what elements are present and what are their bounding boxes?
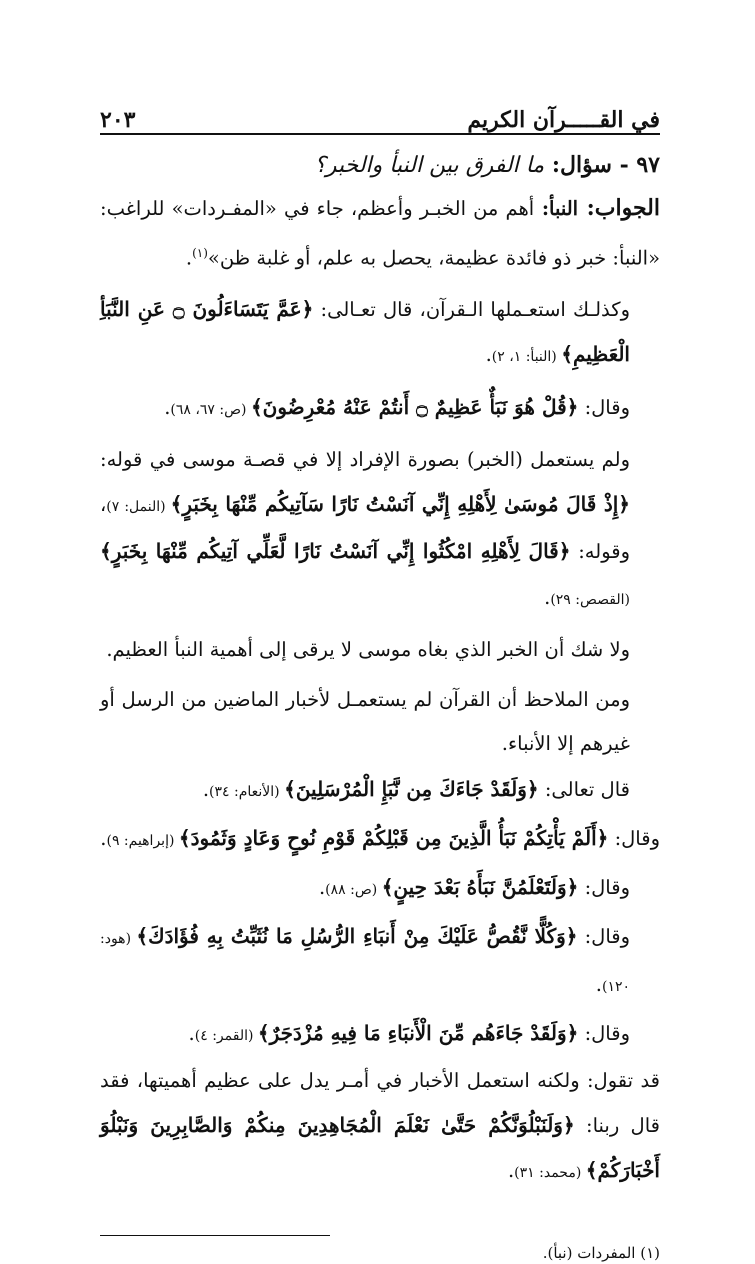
verse-ref: (هود: ١٢٠): [100, 930, 630, 995]
answer-term: النبأ:: [534, 197, 579, 220]
verse-end: .: [318, 875, 326, 899]
verse-end: .: [188, 1021, 195, 1045]
musa-text-1: ولم يستعمل (الخبر) بصورة الإفراد إلا في قصـة موسى في قوله:: [100, 447, 630, 471]
doubt-paragraph: ولا شك أن الخبر الذي بغاه موسى لا يرقى إلى أهمية النبأ العظيم.: [106, 637, 630, 661]
page-number: ٢٠٣: [100, 107, 136, 133]
footnote-divider: [100, 1235, 330, 1236]
verse-lead: وقال:: [578, 1021, 630, 1045]
verse-ref: (الأنعام: ٣٤): [209, 783, 285, 800]
page-header: [100, 95, 660, 135]
verse-lead: قال تعالى:: [538, 777, 630, 801]
verse-line: [100, 913, 660, 1010]
question-heading: [100, 145, 660, 186]
verse-lead: وقال:: [577, 924, 630, 948]
running-title: في القـــــرآن الكريم: [467, 107, 660, 133]
answer-end: .: [185, 246, 193, 270]
verse-ayah: ﴿أَلَمْ يَأْتِكُمْ نَبَأُ الَّذِينَ مِن قَبْلِكُمْ قَوْمِ نُوحٍ وَعَادٍ وَثَمُودَ﴾: [178, 825, 609, 850]
answer-text: أهم من الخبـر وأعظم، جاء في «المفـردات» للراغب: «النبأ: خبر ذو فائدة عظيمة، يحصل به علم، أو غلبة ظن»: [100, 197, 660, 270]
verse-end: .: [595, 972, 602, 996]
book-page: [100, 95, 660, 1264]
verse-ayah: ﴿وَلَقَدْ جَاءَهُم مِّنَ الْأَنبَاءِ مَا فِيهِ مُزْدَجَرٌ﴾: [257, 1020, 579, 1045]
sad-ref: (ص: ٦٧، ٦٨): [170, 401, 251, 418]
verse-end: .: [100, 826, 107, 850]
musa-ref-2: (القصص: ٢٩): [550, 591, 630, 608]
final-ayah: ﴿وَلَنَبْلُوَنَّكُمْ حَتَّىٰ نَعْلَمَ الْمُجَاهِدِينَ مِنكُمْ وَالصَّابِرِينَ وَنَبْلُوَ أَخْبَارَكُمْ﴾: [100, 1112, 660, 1182]
question-text: ما الفرق بين النبأ والخبر؟: [314, 153, 545, 178]
footnote-1: (١) المفردات (نبأ).: [542, 1243, 660, 1262]
verse-ayah: ﴿وَلَتَعْلَمُنَّ نَبَأَهُ بَعْدَ حِينٍ﴾: [381, 874, 579, 899]
answer-paragraph: [100, 186, 660, 281]
verse-line: [100, 864, 660, 913]
question-number: ٩٧ -: [611, 152, 660, 178]
verse-ref: (ص: ٨٨): [325, 881, 382, 898]
verse-ref: (القمر: ٤): [194, 1027, 258, 1044]
naba-paragraph: [100, 287, 660, 379]
verse-line: [100, 815, 660, 864]
sad-ayah: ﴿قُلْ هُوَ نَبَأٌ عَظِيمٌ ۝ أَنتُمْ عَنْهُ مُعْرِضُونَ﴾: [250, 394, 579, 419]
naba-ref: (النبأ: ١، ٢): [491, 348, 562, 365]
sad-end: .: [164, 395, 171, 419]
sad-paragraph: [100, 385, 660, 432]
musa-ayah-2: ﴿قَالَ لِأَهْلِهِ امْكُثُوا إِنِّي آنَسْتُ نَارًا لَّعَلِّي آتِيكُم مِّنْهَا بِخَبَرٍ﴾: [100, 538, 571, 563]
final-end: .: [507, 1158, 515, 1182]
note-paragraph: ومن الملاحظ أن القرآن لم يستعمـل لأخبار الماضين من الرسل أو غيرهم إلا الأنباء.: [100, 687, 630, 755]
answer-label: الجواب:: [578, 195, 660, 221]
verse-lead: وقال:: [608, 826, 660, 850]
musa-text-2: ، وقوله:: [100, 492, 631, 563]
naba-text: وكذلـك استعـملها الـقرآن، قال تعـالى:: [313, 297, 630, 321]
musa-paragraph: [100, 438, 660, 622]
verse-lead: وقال:: [578, 875, 630, 899]
verse-line: [100, 1010, 660, 1059]
final-paragraph: [100, 1059, 660, 1195]
verse-ref: (إبراهيم: ٩): [106, 832, 179, 849]
footnote-mark[interactable]: (١): [192, 246, 208, 260]
question-label: سؤال:: [544, 152, 612, 178]
naba-end: .: [485, 342, 492, 366]
verse-ayah: ﴿وَكُلًّا نَّقُصُّ عَلَيْكَ مِنْ أَنبَاءِ الرُّسُلِ مَا نُثَبِّتُ بِهِ فُؤَادَكَ﴾: [136, 923, 578, 948]
final-text: قد تقول: ولكنه استعمل الأخبار في أمـر يدل على عظيم أهميتها، فقد قال ربنا:: [100, 1068, 660, 1137]
verse-line: [100, 766, 660, 815]
verse-end: .: [202, 777, 210, 801]
verse-ayah: ﴿وَلَقَدْ جَاءَكَ مِن نَّبَإِ الْمُرْسَلِينَ﴾: [284, 776, 539, 801]
naba-ayah: ﴿عَمَّ يَتَسَاءَلُونَ ۝ عَنِ النَّبَأِ الْعَظِيمِ﴾: [100, 296, 630, 366]
musa-ayah-1: ﴿إِذْ قَالَ مُوسَىٰ لِأَهْلِهِ إِنِّي آنَسْتُ نَارًا سَآتِيكُم مِّنْهَا بِخَبَرٍ﴾: [170, 491, 630, 516]
footnotes: [100, 1195, 660, 1264]
musa-end: .: [544, 585, 551, 609]
final-ref: (محمد: ٣١): [514, 1164, 586, 1181]
musa-ref-1: (النمل: ٧): [106, 498, 171, 515]
sad-text: وقال:: [578, 395, 630, 419]
